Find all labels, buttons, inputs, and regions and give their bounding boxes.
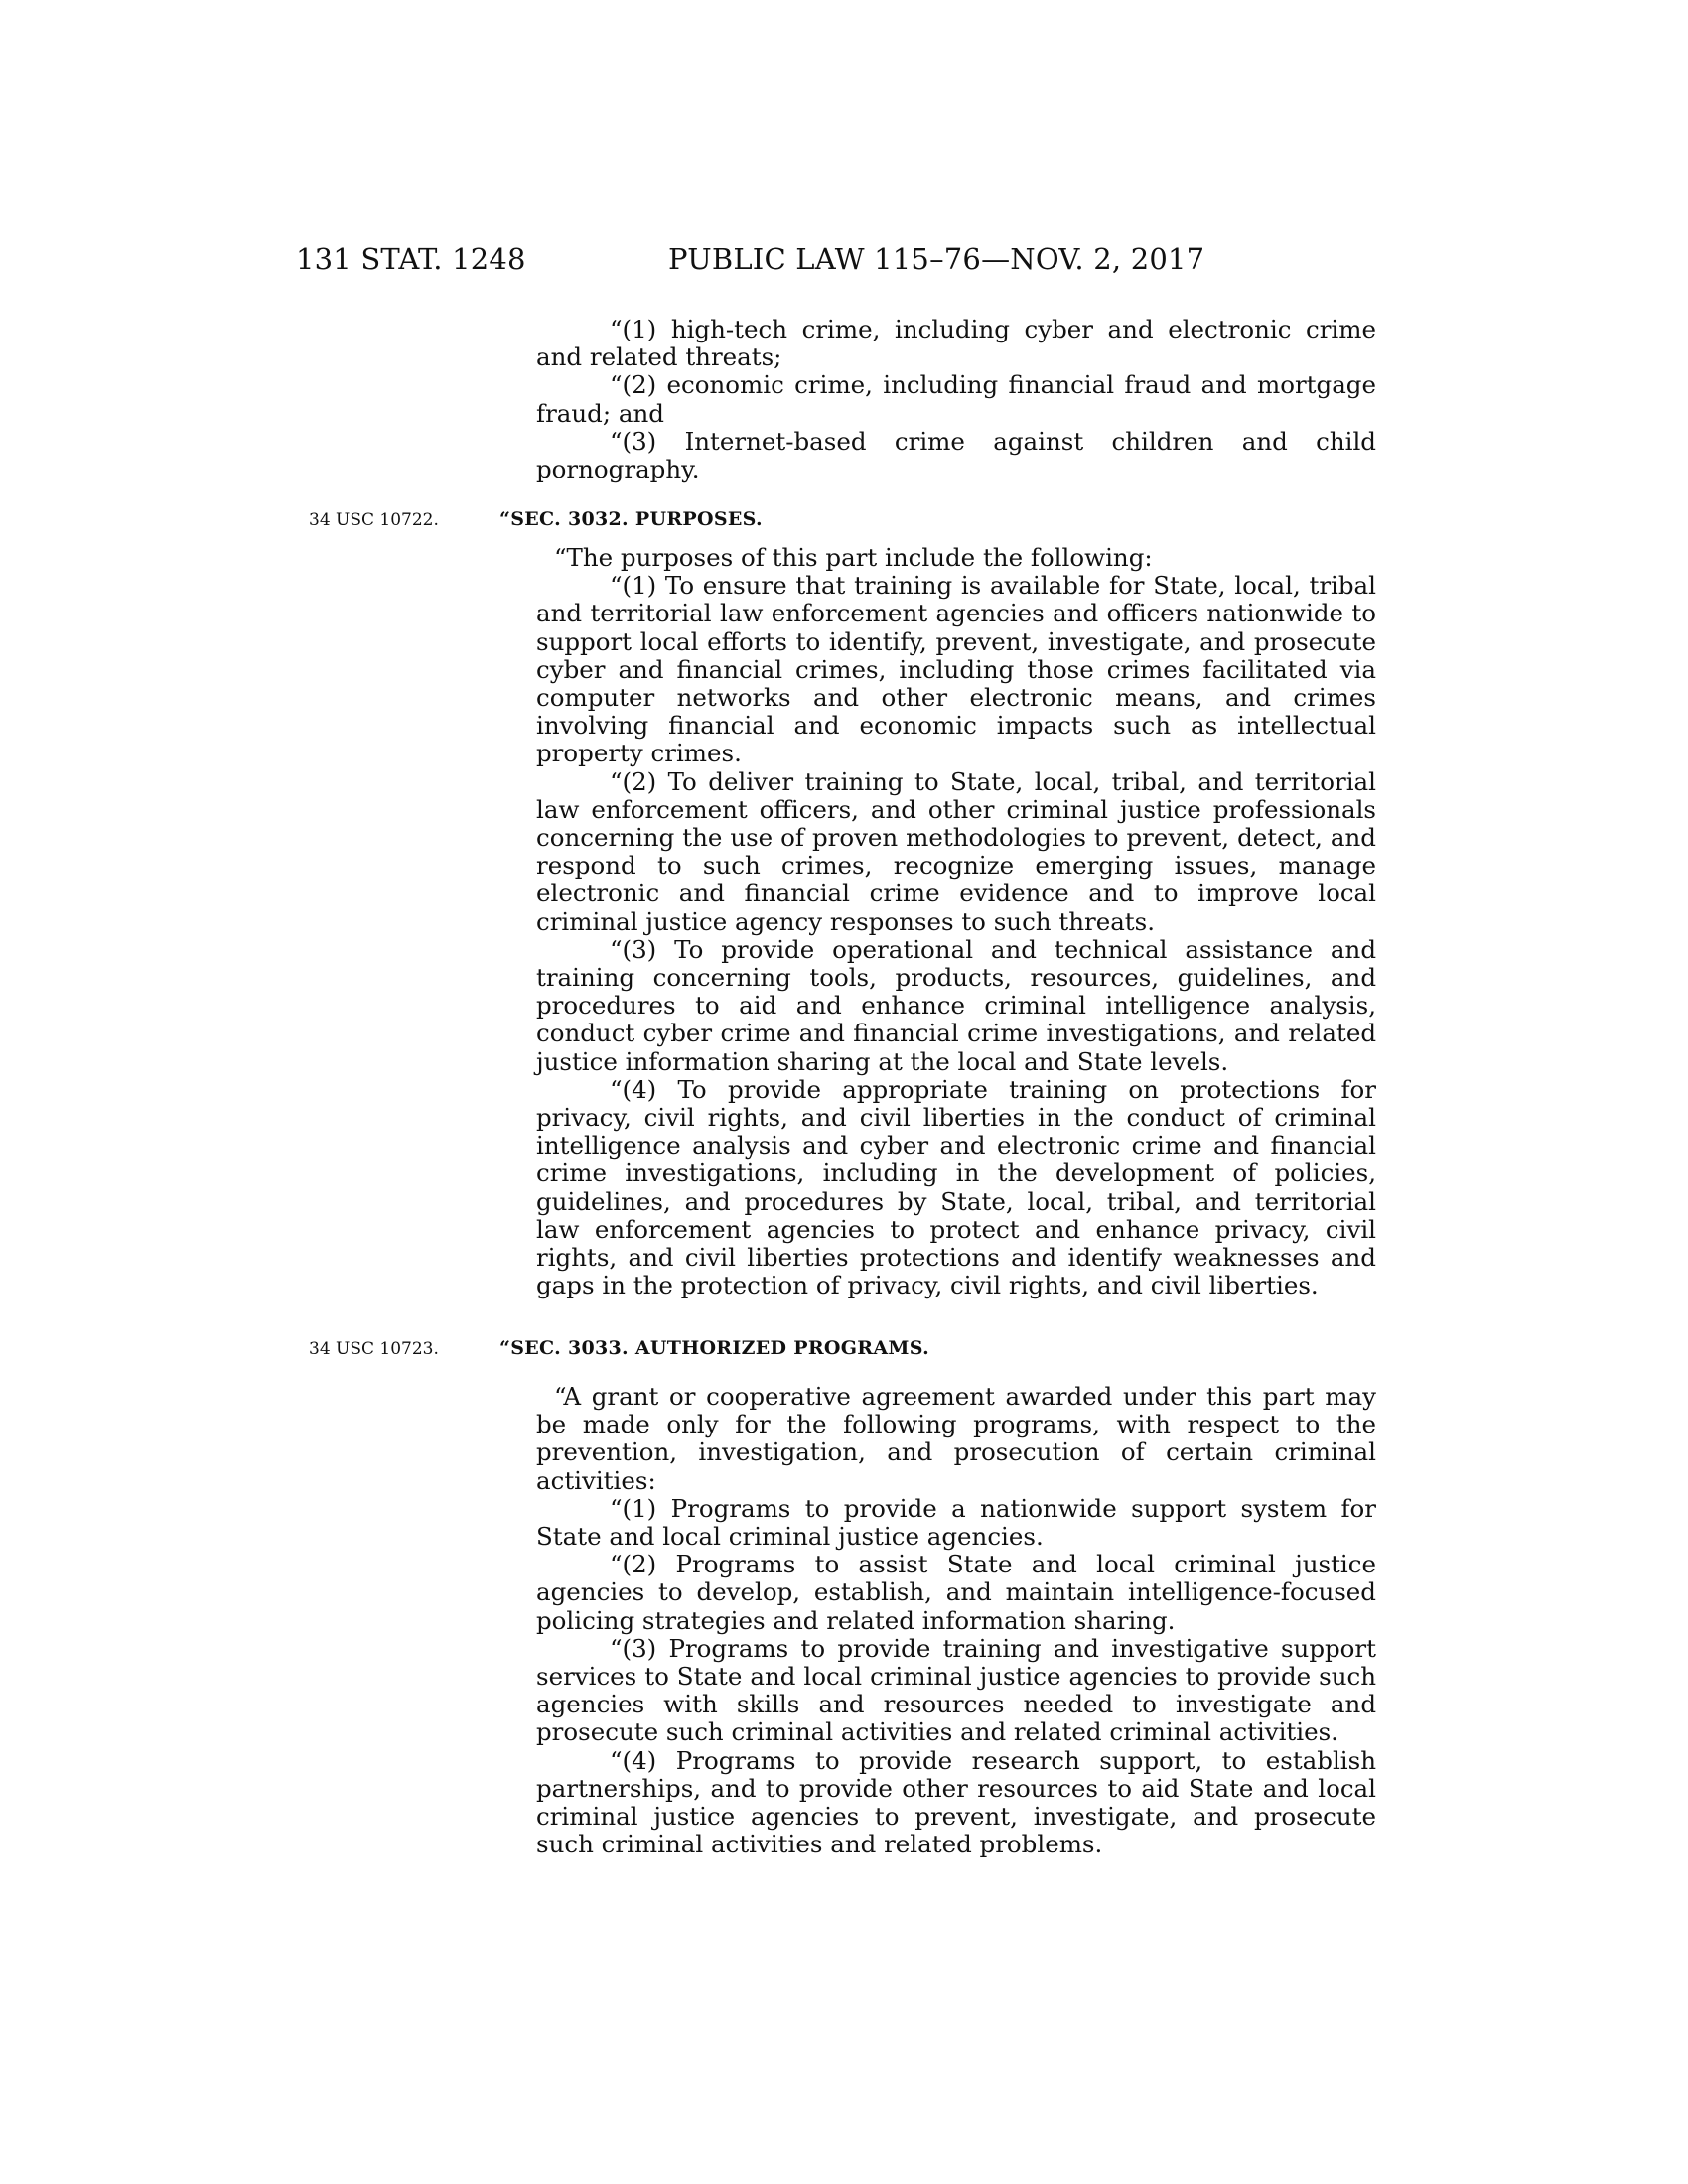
- section-intro: “The purposes of this part include the following:: [554, 543, 1153, 572]
- list-item: “(3) Internet-based crime against children and child pornography.: [536, 426, 1376, 484]
- list-item: “(4) Programs to provide research support, to establish partnerships, and to provide other resources to aid State and local criminal justice agencies to prevent, investigate, and prosecute such criminal activities and related problems.: [536, 1745, 1376, 1859]
- page-header: [0, 242, 1688, 282]
- list-item: “(1) To ensure that training is available for State, local, tribal and territorial law enforcement agencies and officers nationwide to support local efforts to identify, prevent, investigate, and prosecute cyber and financial crimes, including those crimes facilitated via computer networks and other electronic means, and crimes involving financial and economic impacts such as intellectual property crimes.: [536, 571, 1376, 768]
- section-heading-3032: “SEC. 3032. PURPOSES.: [499, 508, 763, 530]
- continued-list: [536, 316, 1376, 483]
- list-item: “(2) economic crime, including financial fraud and mortgage fraud; and: [536, 370, 1376, 428]
- section-3032-body: [536, 544, 1376, 1299]
- section-3033-body: [536, 1383, 1376, 1858]
- margin-citation-10722: 34 USC 10722.: [309, 510, 439, 530]
- list-item: “(4) To provide appropriate training on protections for privacy, civil rights, and civil liberties in the conduct of criminal intelligence analysis and cyber and electronic crime and financial crime investigations, including in the development of policies, guidelines, and procedures by State, local, tribal, and territorial law enforcement agencies to protect and enhance privacy, civil rights, and civil liberties protections and identify weaknesses and gaps in the protection of privacy, civil rights, and civil liberties.: [536, 1074, 1376, 1300]
- list-item: “(2) Programs to assist State and local criminal justice agencies to develop, establish, and maintain intelligence-focused policing strategies and related information sharing.: [536, 1550, 1376, 1635]
- public-law-title: PUBLIC LAW 115–76—NOV. 2, 2017: [668, 242, 1205, 276]
- list-item: “(2) To deliver training to State, local, tribal, and territorial law enforcement officers, and other criminal justice professionals concerning the use of proven methodologies to prevent, detect, and respond to such crimes, recognize emerging issues, manage electronic and financial crime evidence and to improve local criminal justice agency responses to such threats.: [536, 766, 1376, 936]
- list-item: “(3) Programs to provide training and investigative support services to State and local criminal justice agencies to provide such agencies with skills and resources needed to investigate and prosecute such criminal activities and related criminal activities.: [536, 1633, 1376, 1747]
- list-item: “(1) Programs to provide a nationwide support system for State and local criminal justice agencies.: [536, 1493, 1376, 1552]
- list-item: “(3) To provide operational and technical assistance and training concerning tools, products, resources, guidelines, and procedures to aid and enhance criminal intelligence analysis, conduct cyber crime and financial crime investigations, and related justice information sharing at the local and State levels.: [536, 934, 1376, 1076]
- margin-citation-10723: 34 USC 10723.: [309, 1339, 439, 1359]
- list-item: “(1) high-tech crime, including cyber and electronic crime and related threats;: [536, 315, 1376, 372]
- section-intro: “A grant or cooperative agreement awarded under this part may be made only for the following programs, with respect to the prevention, investigation, and prosecution of certain criminal activities:: [536, 1382, 1376, 1495]
- statute-page-number: 131 STAT. 1248: [296, 242, 526, 276]
- section-heading-3033: “SEC. 3033. AUTHORIZED PROGRAMS.: [499, 1337, 930, 1359]
